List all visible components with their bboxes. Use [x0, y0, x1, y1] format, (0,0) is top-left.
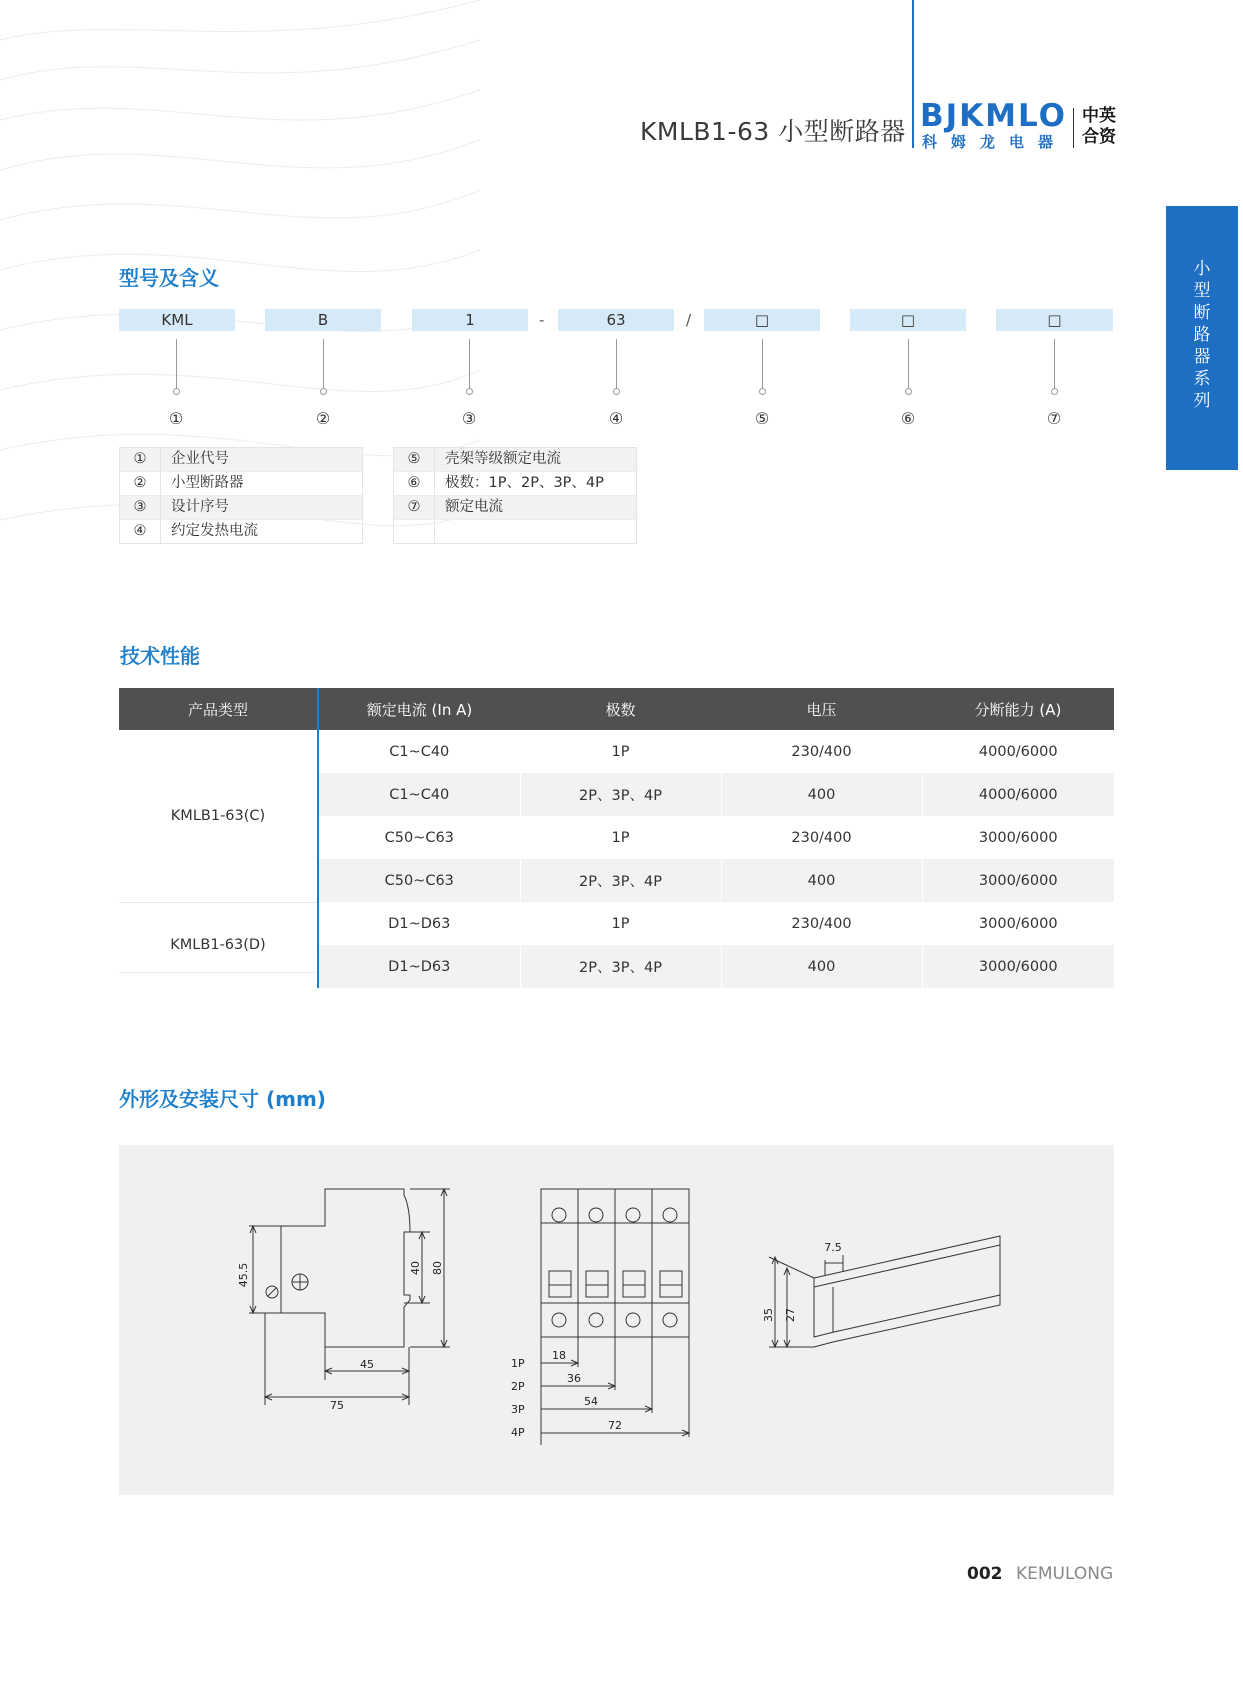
table-cell: C50~C63	[318, 859, 520, 902]
pole-label-3p: 3P	[511, 1403, 525, 1416]
table-cell: 1P	[520, 902, 721, 945]
joint-venture-line1: 中英	[1082, 106, 1116, 126]
brand-logo-text: BJKMLO	[920, 98, 1068, 134]
dim-35: 35	[762, 1308, 775, 1322]
legend-row	[394, 448, 636, 472]
dim-36: 36	[567, 1372, 581, 1385]
col-header-product: 产品类型	[119, 688, 318, 730]
dim-7-5: 7.5	[824, 1241, 842, 1254]
legend-text: 约定发热电流	[171, 523, 258, 539]
page-number: 002	[967, 1564, 1003, 1584]
legend-num: ⑦	[394, 496, 435, 519]
legend-text: 设计序号	[171, 499, 229, 515]
header-accent-line	[912, 0, 914, 148]
leader-dot-1	[173, 388, 180, 395]
marker-1: ①	[168, 409, 184, 428]
marker-2: ②	[315, 409, 331, 428]
dim-80: 80	[431, 1261, 444, 1275]
dim-45: 45	[360, 1358, 374, 1371]
legend-num	[394, 520, 435, 543]
dimension-drawings	[119, 1145, 1114, 1495]
model-code-separator-slash: /	[686, 311, 692, 329]
col-header-voltage: 电压	[721, 688, 922, 730]
spec-table-header	[119, 688, 1114, 730]
series-side-tab-label: 小型断路器系列	[1193, 259, 1211, 411]
table-cell: 4000/6000	[922, 773, 1114, 816]
col-header-poles: 极数	[520, 688, 721, 730]
legend-row	[120, 496, 362, 520]
model-code-box-3: 1	[412, 309, 528, 331]
legend-text: 壳架等级额定电流	[445, 451, 561, 467]
dim-27: 27	[784, 1308, 797, 1322]
table-cell: 230/400	[721, 816, 922, 859]
table-cell: 4000/6000	[922, 730, 1114, 773]
section-title-tech: 技术性能	[120, 644, 200, 668]
model-code-box-5: □	[704, 309, 820, 331]
footer-brand: KEMULONG	[1016, 1564, 1114, 1584]
legend-row	[394, 520, 636, 543]
leader-dot-2	[320, 388, 327, 395]
marker-6: ⑥	[900, 409, 916, 428]
legend-text: 额定电流	[445, 499, 503, 515]
dim-72: 72	[608, 1419, 622, 1432]
leader-line-6	[908, 339, 909, 389]
leader-line-7	[1054, 339, 1055, 389]
pole-label-1p: 1P	[511, 1357, 525, 1370]
legend-text: 企业代号	[171, 451, 229, 467]
dimension-drawing-panel	[119, 1145, 1114, 1495]
section-title-dimensions: 外形及安装尺寸 (mm)	[119, 1087, 326, 1111]
marker-4: ④	[608, 409, 624, 428]
leader-line-2	[323, 339, 324, 389]
table-cell: 3000/6000	[922, 945, 1114, 988]
legend-num: ⑥	[394, 472, 435, 495]
leader-line-5	[762, 339, 763, 389]
legend-text: 小型断路器	[171, 475, 244, 491]
table-cell: 230/400	[721, 730, 922, 773]
model-code-separator-dash: -	[539, 311, 545, 329]
dim-45-5: 45.5	[237, 1262, 250, 1288]
table-cell: 2P、3P、4P	[520, 773, 721, 816]
page-title: KMLB1-63 小型断路器	[640, 117, 906, 146]
leader-dot-4	[613, 388, 620, 395]
table-bottom-rule	[119, 972, 315, 973]
din-rail-outline	[814, 1236, 1000, 1287]
legend-row	[394, 496, 636, 520]
table-cell: D1~D63	[318, 902, 520, 945]
legend-num: ②	[120, 472, 161, 495]
logo-divider	[1073, 108, 1074, 148]
dim-75: 75	[330, 1399, 344, 1412]
legend-num: ④	[120, 520, 161, 543]
legend-row	[120, 472, 362, 496]
legend-num: ⑤	[394, 448, 435, 471]
joint-venture-line2: 合资	[1082, 127, 1116, 147]
product-cell: KMLB1-63(D)	[119, 902, 318, 988]
table-cell: 400	[721, 859, 922, 902]
dim-18: 18	[552, 1349, 566, 1362]
legend-text: 极数：1P、2P、3P、4P	[445, 475, 604, 491]
table-row	[119, 730, 1114, 773]
table-cell: C1~C40	[318, 773, 520, 816]
marker-3: ③	[461, 409, 477, 428]
model-code-box-7: □	[996, 309, 1113, 331]
model-code-box-1: KML	[119, 309, 235, 331]
table-cell: D1~D63	[318, 945, 520, 988]
table-cell: C1~C40	[318, 730, 520, 773]
table-cell: 230/400	[721, 902, 922, 945]
marker-5: ⑤	[754, 409, 770, 428]
table-cell: 400	[721, 945, 922, 988]
leader-line-4	[616, 339, 617, 389]
model-code-box-6: □	[850, 309, 966, 331]
table-cell: 2P、3P、4P	[520, 945, 721, 988]
pole-label-2p: 2P	[511, 1380, 525, 1393]
table-cell: C50~C63	[318, 816, 520, 859]
joint-venture-badge	[1082, 106, 1122, 148]
table-cell: 400	[721, 773, 922, 816]
leader-dot-7	[1051, 388, 1058, 395]
model-code-box-4: 63	[558, 309, 674, 331]
leader-dot-3	[466, 388, 473, 395]
side-view-outline	[281, 1189, 410, 1347]
leader-line-3	[469, 339, 470, 389]
leader-dot-5	[759, 388, 766, 395]
section-title-model: 型号及含义	[119, 266, 219, 290]
legend-row	[120, 520, 362, 543]
table-cell: 3000/6000	[922, 859, 1114, 902]
table-row	[119, 902, 1114, 945]
table-cell: 2P、3P、4P	[520, 859, 721, 902]
legend-row	[394, 472, 636, 496]
legend-num: ①	[120, 448, 161, 471]
table-cell: 3000/6000	[922, 902, 1114, 945]
table-cell: 1P	[520, 730, 721, 773]
model-legend-left	[119, 447, 363, 544]
legend-row	[120, 448, 362, 472]
marker-7: ⑦	[1046, 409, 1062, 428]
col-header-breaking: 分断能力 (A)	[922, 688, 1114, 730]
leader-dot-6	[905, 388, 912, 395]
background-wave-decoration	[0, 0, 480, 640]
legend-num: ③	[120, 496, 161, 519]
pole-label-4p: 4P	[511, 1426, 525, 1439]
dim-54: 54	[584, 1395, 598, 1408]
col-header-current: 额定电流 (In A)	[318, 688, 520, 730]
dim-40: 40	[409, 1261, 422, 1275]
model-code-box-2: B	[265, 309, 381, 331]
table-cell: 1P	[520, 816, 721, 859]
product-cell: KMLB1-63(C)	[119, 730, 318, 902]
table-cell: 3000/6000	[922, 816, 1114, 859]
model-legend-right	[393, 447, 637, 544]
leader-line-1	[176, 339, 177, 389]
brand-logo-chinese: 科姆龙电器	[922, 133, 1068, 151]
spec-table	[119, 688, 1114, 988]
legend-text	[435, 520, 445, 543]
